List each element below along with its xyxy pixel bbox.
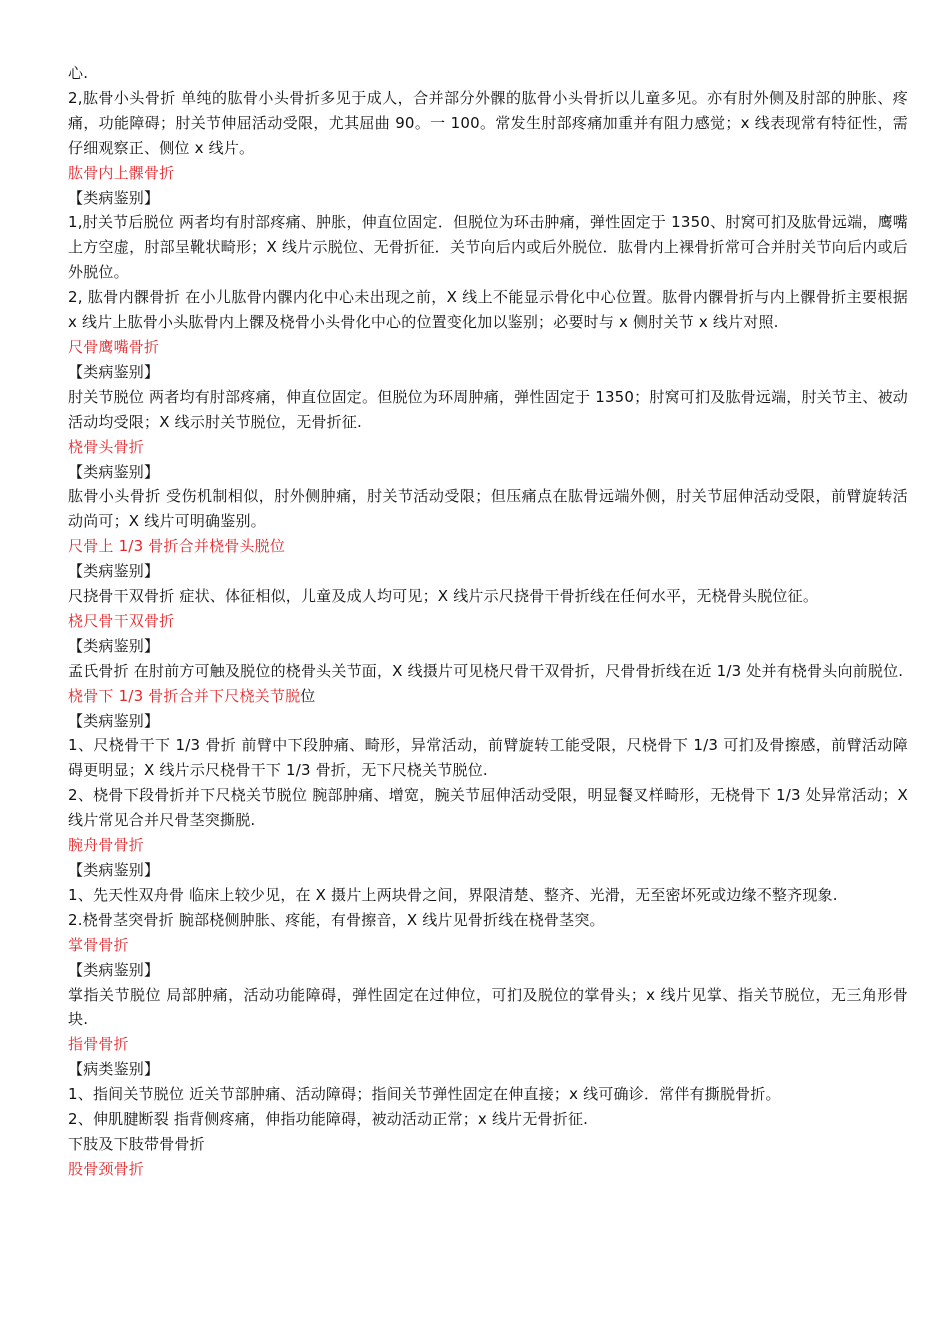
section-heading: 尺骨鹰嘴骨折	[68, 337, 160, 356]
paragraph: 肘关节脱位 两者均有肘部疼痛，伸直位固定。但脱位为环周肿痛，弹性固定于 1350；肘窝可扪及肱骨远端，肘关节主、被动活动均受限；X 线示肘关节脱位，无骨折征.	[68, 387, 908, 431]
paragraph: 2、桡骨下段骨折并下尺桡关节脱位 腕部肿痛、增宽，腕关节屈伸活动受限，明显餐叉样畸形，无桡骨下 1/3 处异常活动；X 线片常见合并尺骨茎突撕脱.	[68, 786, 908, 830]
subheading-label: 【类病鉴别】	[68, 362, 160, 381]
paragraph: 1,肘关节后脱位 两者均有肘部疼痛、肿胀，伸直位固定．但脱位为环击肿痛，弹性固定于 1350、肘窝可扪及肱骨远端，鹰嘴上方空虚，肘部呈靴状畸形；X 线片示脱位、无骨折征．关节向后内或后外脱位．肱骨内上裸骨折常可合并肘关节向后内或后外脱位。	[68, 213, 908, 282]
subheading-label: 【类病鉴别】	[68, 960, 160, 979]
section-heading	[68, 684, 908, 709]
section-heading: 尺骨上 1/3 骨折合并桡骨头脱位	[68, 537, 286, 556]
section-heading: 股骨颈骨折	[68, 1159, 145, 1178]
paragraph: 心.	[68, 64, 89, 82]
subheading-label: 【类病鉴别】	[68, 462, 160, 481]
section-heading: 掌骨骨折	[68, 935, 129, 954]
subheading-label: 【类病鉴别】	[68, 861, 160, 879]
paragraph: 孟氏骨折 在肘前方可触及脱位的桡骨头关节面，X 线摄片可见桡尺骨干双骨折，尺骨骨折线在近 1/3 处并有桡骨头向前脱位.	[68, 661, 904, 680]
section-heading: 指骨骨折	[68, 1035, 129, 1054]
subheading-label: 【类病鉴别】	[68, 636, 160, 655]
section-heading: 腕舟骨骨折	[68, 836, 145, 855]
paragraph: 2、伸肌腱断裂 指背侧疼痛，伸指功能障碍，被动活动正常；x 线片无骨折征.	[68, 1110, 589, 1129]
subheading-label: 【类病鉴别】	[68, 711, 160, 730]
section-heading-red: 桡骨下 1/3 骨折合并下尺桡关节脱	[68, 686, 301, 705]
paragraph: 尺挠骨干双骨折 症状、体征相似，儿童及成人均可见；X 线片示尺挠骨干骨折线在任何水平，无桡骨头脱位征。	[68, 587, 819, 606]
paragraph: 掌指关节脱位 局部肿痛，活动功能障碍，弹性固定在过伸位，可扪及脱位的掌骨头；x 线片见掌、指关节脱位，无三角形骨块.	[68, 985, 908, 1029]
paragraph: 肱骨小头骨折 受伤机制相似，肘外侧肿痛，肘关节活动受限；但压痛点在肱骨远端外侧，肘关节屈伸活动受限，前臂旋转活动尚可；X 线片可明确鉴别。	[68, 487, 908, 531]
paragraph: 1、尺桡骨干下 1/3 骨折 前臂中下段肿痛、畸形，异常活动，前臂旋转工能受限，尺桡骨下 1/3 可扪及骨擦感，前臂活动障碍更明显；X 线片示尺桡骨干下 1/3 骨折，无下尺桡关节脱位.	[68, 736, 908, 780]
paragraph: 1、指间关节脱位 近关节部肿痛、活动障碍；指间关节弹性固定在伸直接；x 线可确诊．常伴有撕脱骨折。	[68, 1085, 781, 1104]
paragraph: 2,肱骨小头骨折 单纯的肱骨小头骨折多见于成人，合并部分外髁的肱骨小头骨折以儿童多见。亦有肘外侧及肘部的肿胀、疼痛，功能障碍；肘关节伸屈活动受限，尤其屈曲 90。一 100。常发生肘部疼痛加重并有阻力感觉；x 线表现常有特征性，需仔细观察正、侧位 x 线片。	[68, 88, 908, 157]
subheading-label: 【病类鉴别】	[68, 1060, 160, 1079]
section-heading: 桡骨头骨折	[68, 437, 145, 456]
section-heading: 肱骨内上髁骨折	[68, 163, 175, 182]
paragraph: 2, 肱骨内髁骨折 在小儿肱骨内髁内化中心未出现之前，X 线上不能显示骨化中心位置。肱骨内髁骨折与内上髁骨折主要根据 x 线片上肱骨小头肱骨内上髁及桡骨小头骨化中心的位置变化加以鉴别；必要时与 x 侧肘关节 x 线片对照.	[68, 288, 908, 332]
document-body	[68, 61, 908, 1182]
section-heading: 桡尺骨干双骨折	[68, 611, 175, 630]
paragraph: 1、先天性双舟骨 临床上较少见，在 X 摄片上两块骨之间，界限清楚、整齐、光滑，无至密坏死或边缘不整齐现象.	[68, 885, 838, 904]
paragraph: 2.桡骨茎突骨折 腕部桡侧肿胀、疼能，有骨擦音，X 线片见骨折线在桡骨茎突。	[68, 910, 605, 929]
paragraph: 下肢及下肢带骨骨折	[68, 1134, 205, 1153]
subheading-label: 【类病鉴别】	[68, 188, 160, 207]
section-heading-tail: 位	[300, 686, 316, 705]
subheading-label: 【类病鉴别】	[68, 562, 160, 581]
